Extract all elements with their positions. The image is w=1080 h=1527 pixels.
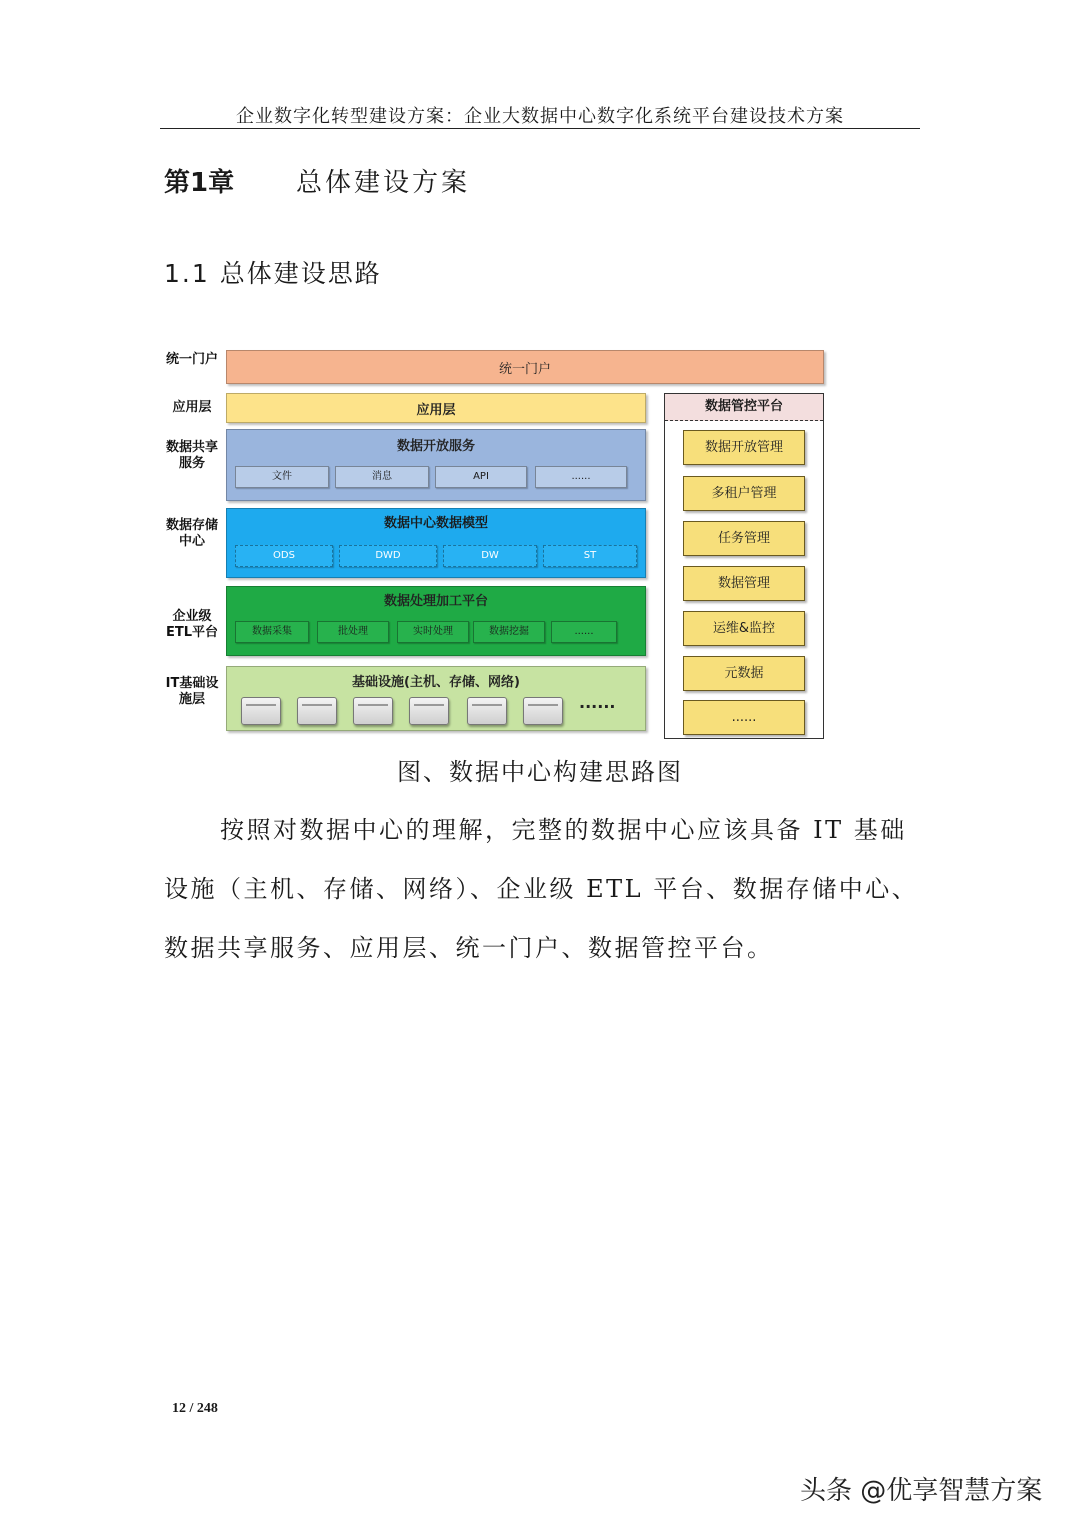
- storage-item: DW: [443, 545, 537, 567]
- portal-label: 统一门户: [498, 362, 551, 377]
- body-line-2: 设施（主机、存储、网络）、企业级 ETL 平台、数据存储中心、: [164, 875, 919, 903]
- control-item: 多租户管理: [683, 476, 805, 511]
- storage-item: ST: [543, 545, 637, 567]
- etl-item: 批处理: [317, 621, 389, 643]
- row-label-storage: 数据存储中心: [165, 518, 218, 549]
- control-item: 数据开放管理: [683, 430, 805, 465]
- control-item: 运维&监控: [683, 611, 805, 646]
- storage-item: ODS: [235, 545, 333, 567]
- section-title: 1.1 总体建设思路: [164, 259, 382, 288]
- sharing-item: 消息: [335, 466, 429, 488]
- control-platform: [664, 393, 824, 739]
- header-title: 企业数字化转型建设方案：企业大数据中心数字化系统平台建设技术方案: [236, 106, 844, 127]
- etl-item: 数据挖掘: [473, 621, 545, 643]
- control-item: ......: [683, 700, 805, 735]
- storage-band: [226, 508, 646, 578]
- body-line-3: 数据共享服务、应用层、统一门户、数据管控平台。: [164, 934, 774, 962]
- etl-band: [226, 586, 646, 656]
- control-item: 数据管理: [683, 566, 805, 601]
- server-icon: [297, 697, 337, 725]
- row-label-app: 应用层: [172, 400, 212, 415]
- etl-title: 数据处理加工平台: [383, 594, 488, 609]
- header-rule: [160, 128, 920, 129]
- page-number: 12 / 248: [172, 1401, 218, 1416]
- sharing-item: ......: [535, 466, 627, 488]
- chapter-number: 第1章: [164, 168, 235, 198]
- control-title: 数据管控平台: [665, 394, 823, 421]
- control-item: 任务管理: [683, 521, 805, 556]
- app-layer-band: [226, 393, 646, 423]
- sharing-title: 数据开放服务: [396, 439, 475, 454]
- infra-title: 基础设施(主机、存储、网络): [352, 675, 520, 690]
- row-label-sharing: 数据共享服务: [165, 440, 218, 471]
- sharing-item: API: [435, 466, 527, 488]
- sharing-item: 文件: [235, 466, 329, 488]
- row-label-infra: IT基础设施层: [165, 676, 219, 707]
- portal-band: [226, 350, 824, 384]
- storage-item: DWD: [339, 545, 437, 567]
- figure-caption: 图、数据中心构建思路图: [397, 758, 683, 786]
- sharing-band: [226, 429, 646, 501]
- etl-item: ......: [551, 621, 617, 643]
- etl-item: 数据采集: [235, 621, 309, 643]
- server-icon: [409, 697, 449, 725]
- server-icon: [523, 697, 563, 725]
- server-icon: [467, 697, 507, 725]
- chapter-title: 总体建设方案: [296, 168, 471, 198]
- watermark: 头条 @优享智慧方案: [800, 1476, 1043, 1506]
- server-icon: [241, 697, 281, 725]
- etl-item: 实时处理: [397, 621, 469, 643]
- storage-title: 数据中心数据模型: [383, 516, 488, 531]
- server-icon: [353, 697, 393, 725]
- row-label-portal: 统一门户: [165, 352, 218, 367]
- architecture-diagram: [160, 342, 840, 742]
- control-item: 元数据: [683, 656, 805, 691]
- row-label-etl: 企业级ETL平台: [165, 609, 219, 640]
- body-line-1: 按照对数据中心的理解，完整的数据中心应该具备 IT 基础: [220, 816, 907, 844]
- infra-band: [226, 666, 646, 731]
- app-layer-label: 应用层: [416, 403, 456, 418]
- infra-more: ......: [579, 693, 616, 712]
